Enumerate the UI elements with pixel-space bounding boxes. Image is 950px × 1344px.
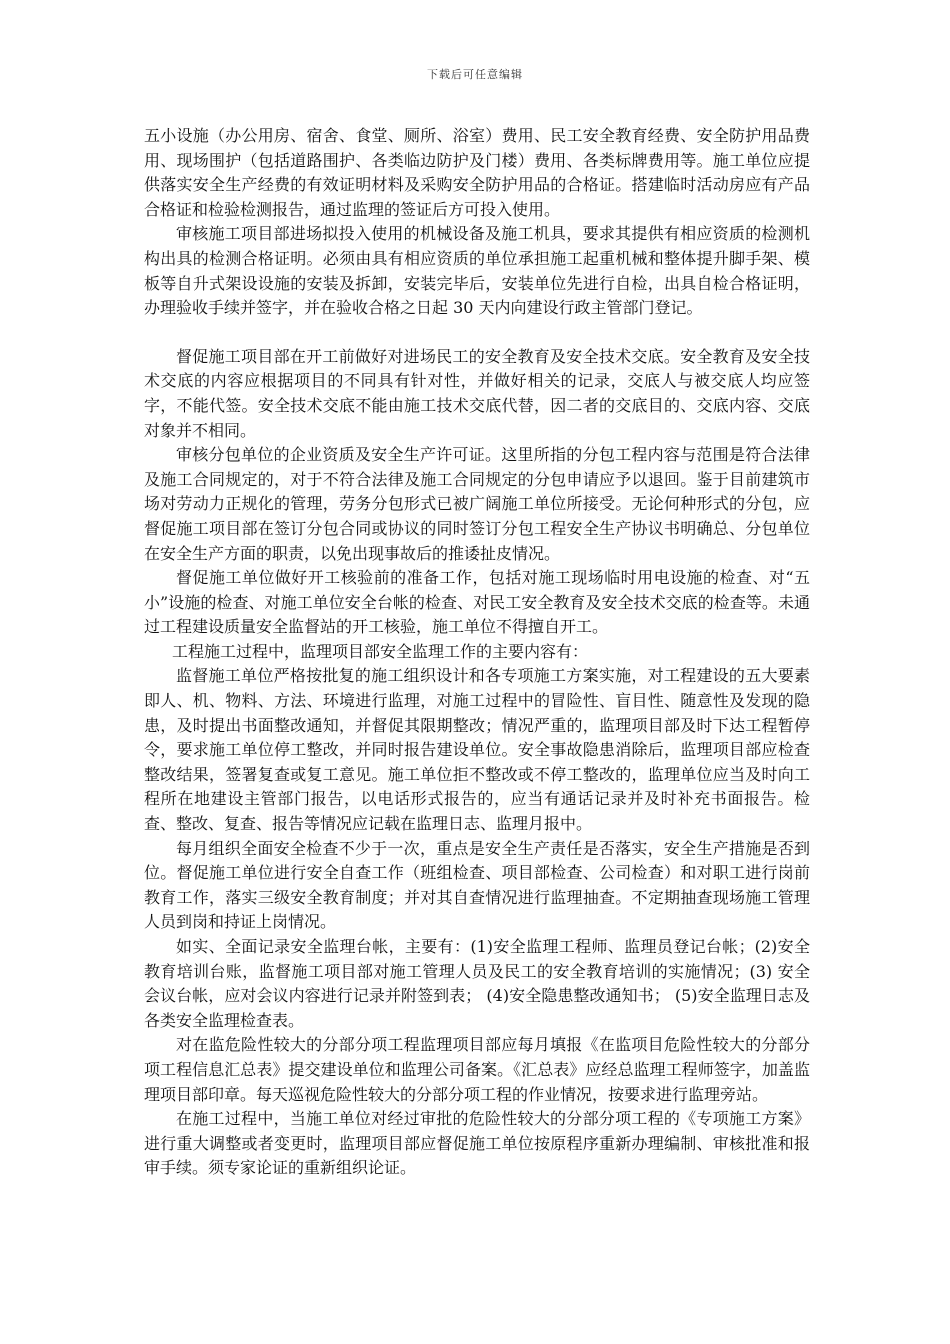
paragraph-pre-start-inspection: 督促施工单位做好开工核验前的准备工作，包括对施工现场临时用电设施的检查、对“五小”设施的检查、对施工单位安全台帐的检查、对民工安全教育及安全技术交底的检查等。未通过工程建设质量安全监督站的开工核验，施工单位不得擅自开工。 bbox=[144, 568, 810, 637]
paragraph-facilities-costs: 五小设施（办公用房、宿舍、食堂、厕所、浴室）费用、民工安全教育经费、安全防护用品费用、现场围护（包括道路围护、各类临边防护及门楼）费用、各类标牌费用等。施工单位应提供落实安全生产经费的有效证明材料及采购安全防护用品的合格证。搭建临时活动房应有产品合格证和检验检测报告，通过监理的签证后方可投入使用。 bbox=[144, 126, 810, 219]
paragraph-plan-changes: 在施工过程中，当施工单位对经过审批的危险性较大的分部分项工程的《专项施工方案》进行重大调整或者变更时，监理项目部应督促施工单位按原程序重新办理编制、审核批准和报审手续。须专家论证的重新组织论证。 bbox=[144, 1109, 810, 1178]
paragraph-monthly-inspection: 每月组织全面安全检查不少于一次，重点是安全生产责任是否落实，安全生产措施是否到位。督促施工单位进行安全自查工作（班组检查、项目部检查、公司检查）和对职工进行岗前教育工作，落实三级安全教育制度；并对其自查情况进行监理抽查。不定期抽查现场施工管理人员到岗和持证上岗情况。 bbox=[144, 838, 810, 932]
paragraph-hazardous-works-report: 对在监危险性较大的分部分项工程监理项目部应每月填报《在监项目危险性较大的分部分项工程信息汇总表》提交建设单位和监理公司备案。《汇总表》应经总监理工程师签字，加盖监理项目部印章。每天巡视危险性较大的分部分项工程的作业情况，按要求进行监理旁站。 bbox=[144, 1035, 810, 1104]
paragraph-gap bbox=[144, 321, 810, 345]
document-body bbox=[144, 124, 810, 1181]
paragraph-subcontractor-review: 审核分包单位的企业资质及安全生产许可证。这里所指的分包工程内容与范围是符合法律及施工合同规定的，对于不符合法律及施工合同规定的分包申请应予以退回。鉴于目前建筑市场对劳动力正规化的管理，劳务分包形式已被广阔施工单位所接受。无论何种形式的分包，应督促施工项目部在签订分包合同或协议的同时签订分包工程安全生产协议书明确总、分包单位在安全生产方面的职责，以免出现事故后的推诿扯皮情况。 bbox=[144, 445, 810, 563]
paragraph-construction-phase-intro: 工程施工过程中，监理项目部安全监理工作的主要内容有： bbox=[172, 641, 589, 661]
paragraph-safety-ledgers: 如实、全面记录安全监理台帐，主要有：(1)安全监理工程师、监理员登记台帐；(2)安全教育培训台账，监督施工项目部对施工管理人员及民工的安全教育培训的实施情况；(3) 安全会议台帐，应对会议内容进行记录并附签到表； (4)安全隐患整改通知书； (5)安全监理日志及各类安全监理检查表。 bbox=[144, 937, 810, 1030]
paragraph-supervision-rectification: 监督施工单位严格按批复的施工组织设计和各专项施工方案实施，对工程建设的五大要素即人、机、物料、方法、环境进行监理，对施工过程中的冒险性、盲目性、随意性及发现的隐患，及时提出书面整改通知，并督促其限期整改；情况严重的，监理项目部及时下达工程暂停令，要求施工单位停工整改，并同时报告建设单位。安全事故隐患消除后，监理项目部应检查整改结果，签署复查或复工意见。施工单位拒不整改或不停工整改的，监理单位应当及时向工程所在地建设主管部门报告，以电话形式报告的，应当有通话记录并及时补充书面报告。检查、整改、复查、报告等情况应记载在监理日志、监理月报中。 bbox=[144, 666, 810, 834]
page-header: 下载后可任意编辑 bbox=[427, 68, 523, 81]
paragraph-safety-education: 督促施工项目部在开工前做好对进场民工的安全教育及安全技术交底。安全教育及安全技术交底的内容应根据项目的不同具有针对性，并做好相关的记录，交底人与被交底人均应签字，不能代签。安全技术交底不能由施工技术交底代替，因二者的交底目的、交底内容、交底对象并不相同。 bbox=[144, 346, 810, 440]
paragraph-machinery-review: 审核施工项目部进场拟投入使用的机械设备及施工机具，要求其提供有相应资质的检测机构出具的检测合格证明。必须由具有相应资质的单位承担施工起重机械和整体提升脚手架、模板等自升式架设设施的安装及拆卸，安装完毕后，安装单位先进行自检，出具自检合格证明，办理验收手续并签字，并在验收合格之日起 30 天内向建设行政主管部门登记。 bbox=[144, 224, 810, 318]
